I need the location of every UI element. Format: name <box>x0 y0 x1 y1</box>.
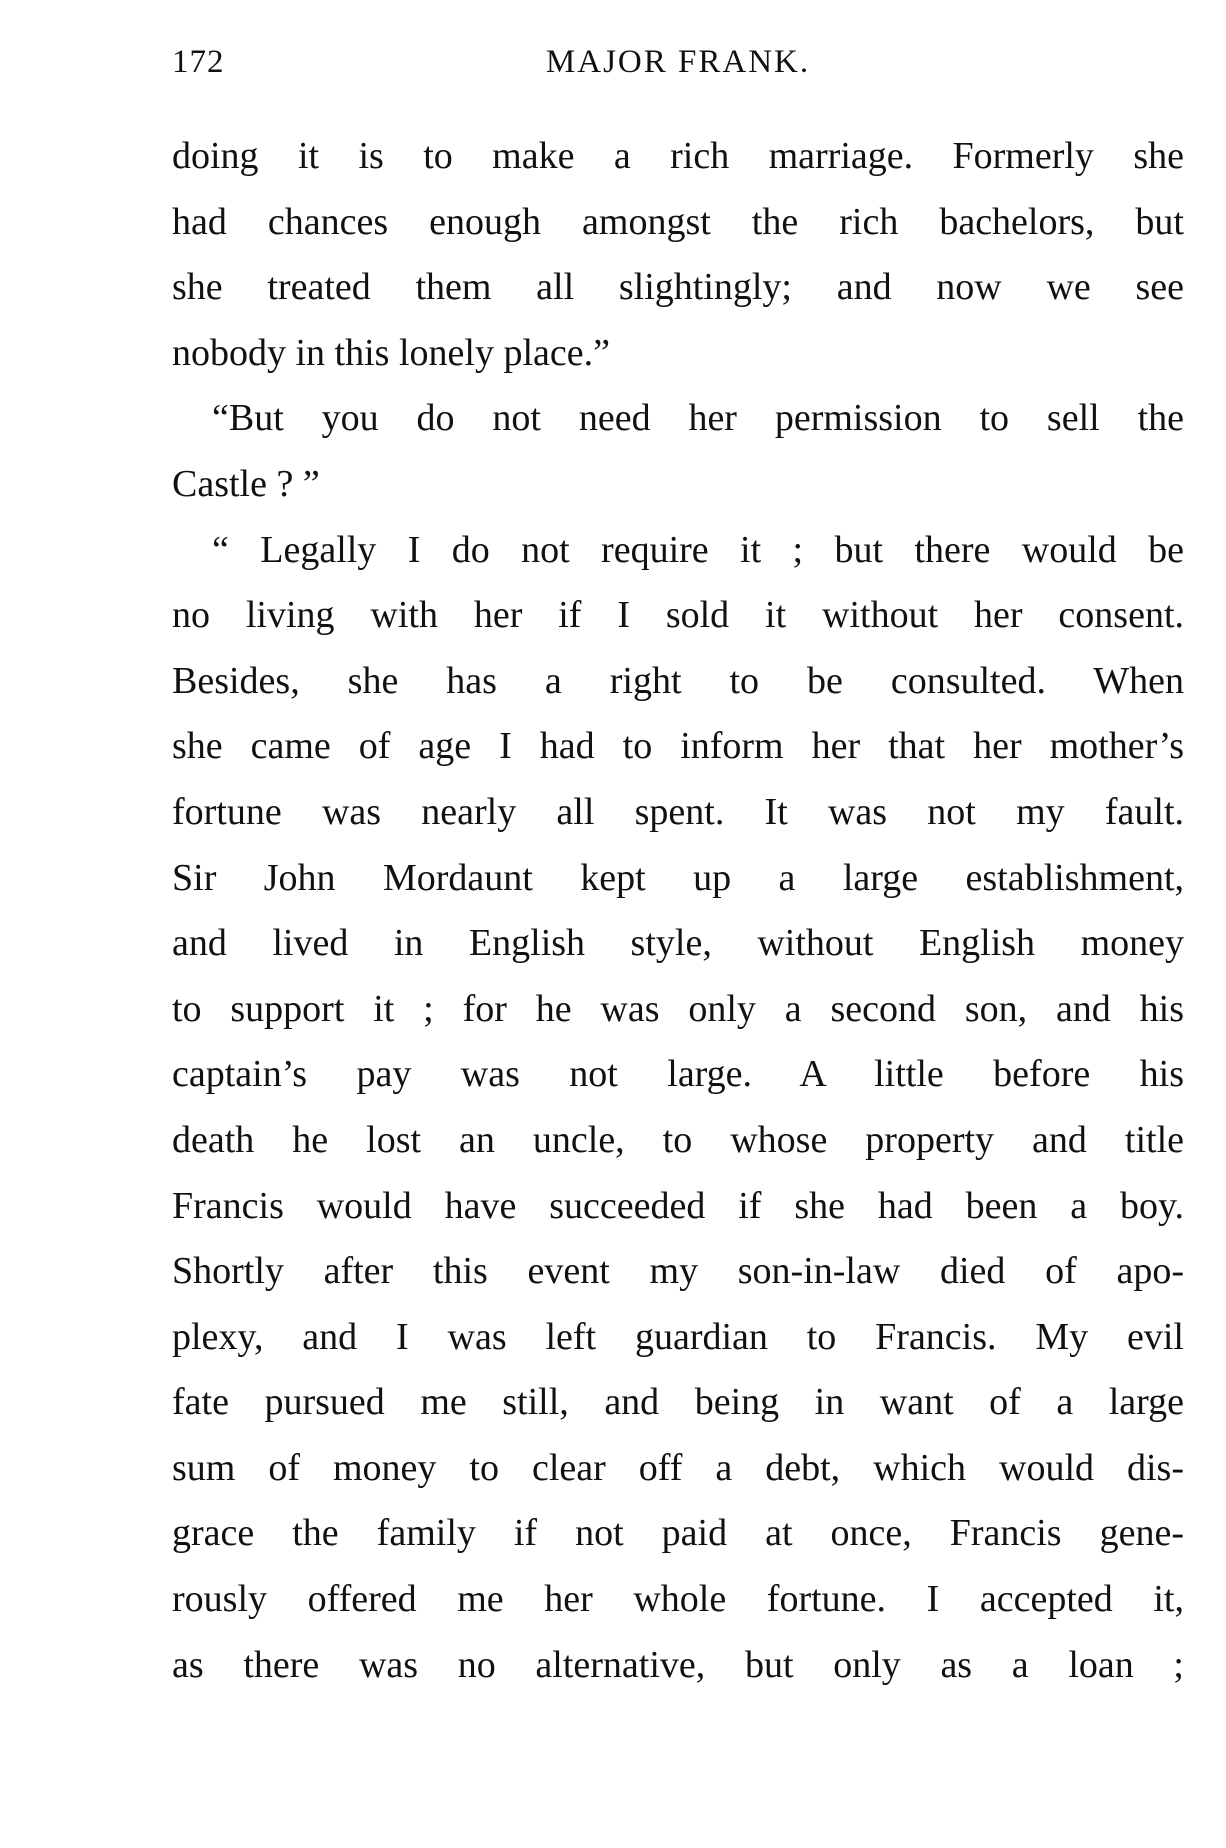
text-line: rously offered me her whole fortune. I accepted it, <box>172 1578 1184 1621</box>
text-line: captain’s pay was not large. A little before his <box>172 1053 1184 1096</box>
text-line: Castle ? ” <box>172 462 320 505</box>
text-line: Besides, she has a right to be consulted. When <box>172 659 1184 702</box>
text-line: “ Legally I do not require it ; but there would be <box>212 528 1184 571</box>
text-line: fortune was nearly all spent. It was not my fault. <box>172 790 1184 833</box>
text-line: Sir John Mordaunt kept up a large establishment, <box>172 856 1184 899</box>
text-line: had chances enough amongst the rich bachelors, but <box>172 200 1184 243</box>
text-line: as there was no alternative, but only as a loan ; <box>172 1643 1184 1686</box>
body-text <box>172 124 1184 1698</box>
text-line: she treated them all slightingly; and now we see <box>172 266 1184 309</box>
running-title: MAJOR FRANK. <box>545 44 811 80</box>
text-line: no living with her if I sold it without her consent. <box>172 594 1184 637</box>
text-line: nobody in this lonely place.” <box>172 331 610 374</box>
text-line: Shortly after this event my son-in-law died of apo- <box>172 1250 1184 1293</box>
page-header <box>172 44 1184 94</box>
text-line: doing it is to make a rich marriage. Formerly she <box>172 135 1184 177</box>
text-line: she came of age I had to inform her that her mother’s <box>172 725 1184 768</box>
page-number: 172 <box>172 44 225 80</box>
text-line: fate pursued me still, and being in want of a large <box>172 1381 1184 1424</box>
text-line: grace the family if not paid at once, Francis gene- <box>172 1512 1184 1555</box>
text-line: death he lost an uncle, to whose property and title <box>172 1118 1184 1161</box>
text-line: to support it ; for he was only a second son, and his <box>172 987 1184 1030</box>
text-line: plexy, and I was left guardian to Francis. My evil <box>172 1315 1184 1358</box>
text-line: “But you do not need her permission to sell the <box>212 397 1184 440</box>
text-line: Francis would have succeeded if she had been a boy. <box>172 1184 1184 1227</box>
text-line: sum of money to clear off a debt, which would dis- <box>172 1446 1184 1489</box>
text-line: and lived in English style, without English money <box>172 922 1184 965</box>
